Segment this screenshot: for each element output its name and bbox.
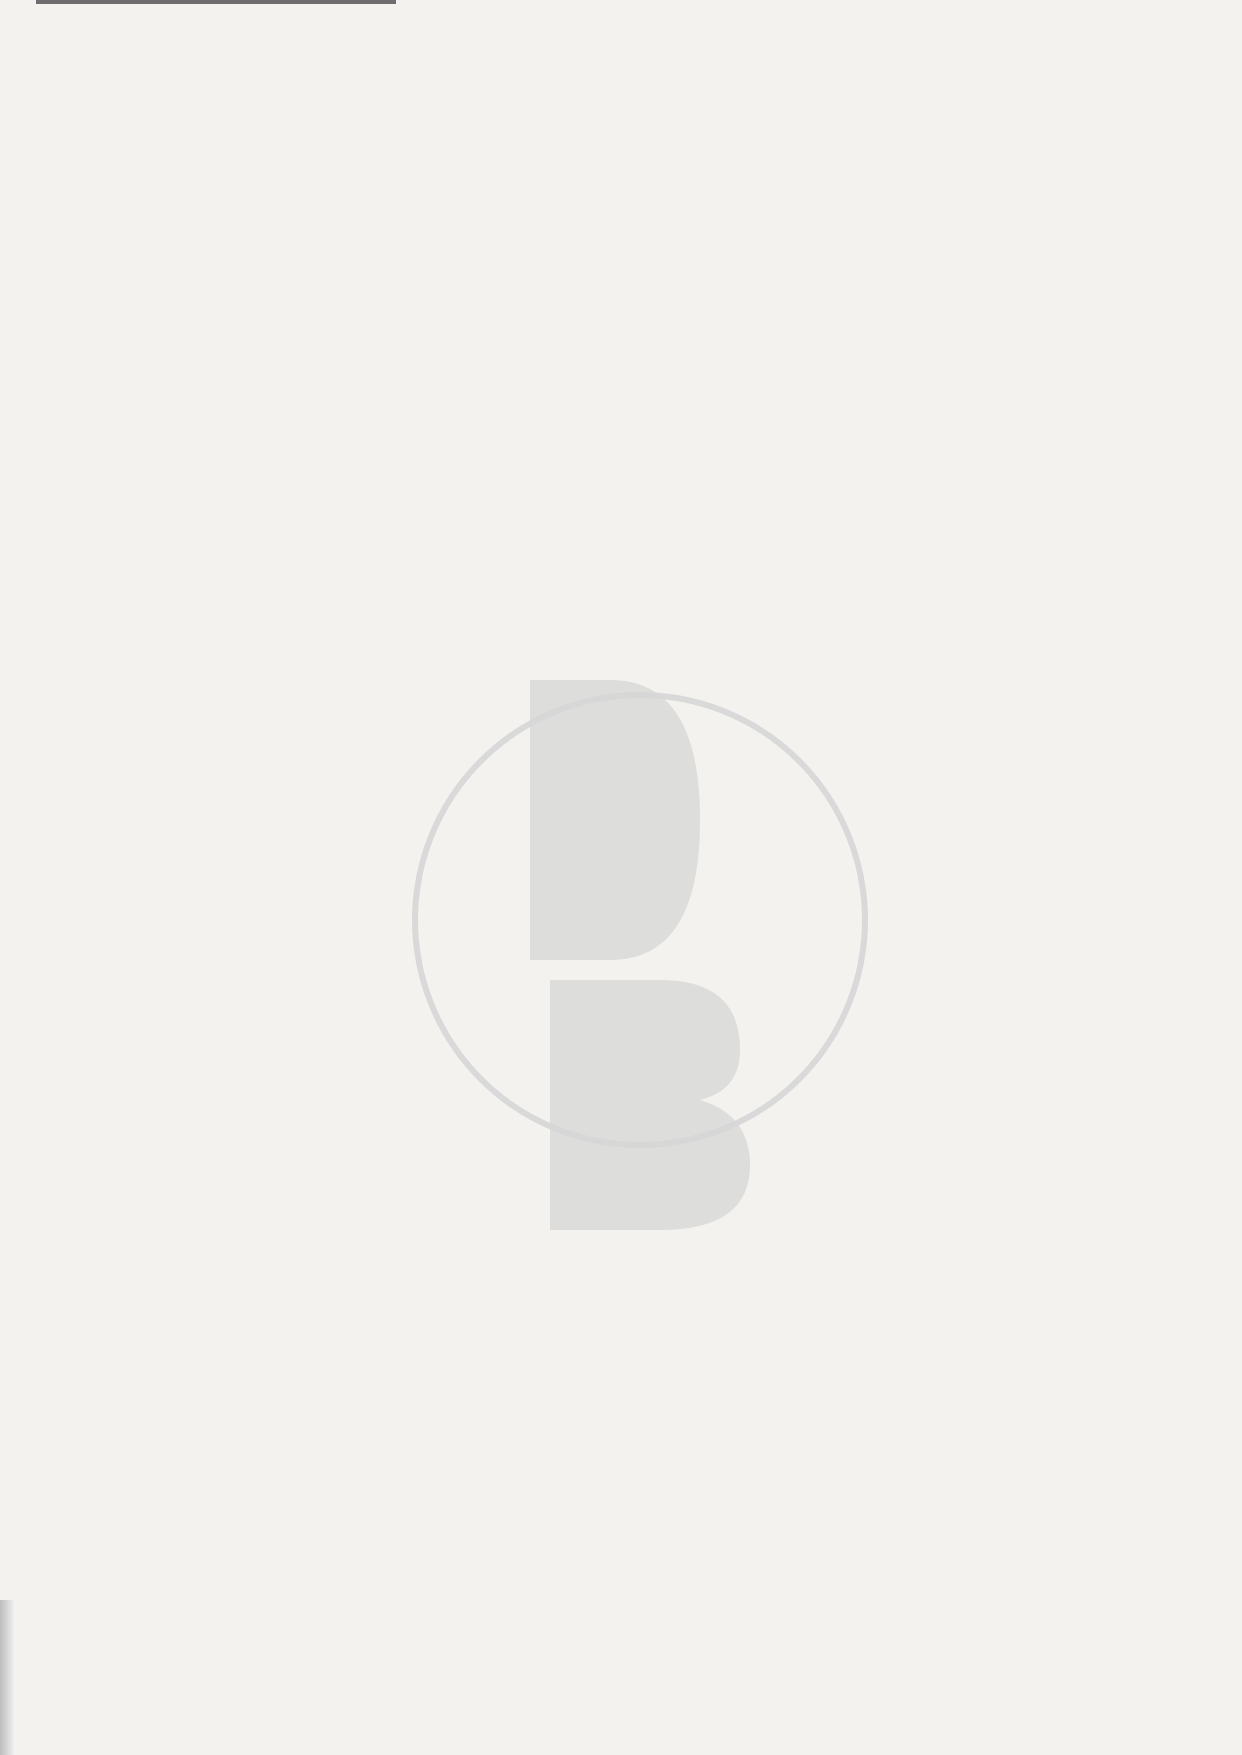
db-seal-watermark <box>400 620 880 1240</box>
paragraph-line <box>120 265 1132 298</box>
scan-edge-top <box>36 0 396 4</box>
section-6-2-heading <box>120 582 1132 615</box>
section-6-1-heading <box>120 516 1132 549</box>
paragraph-line <box>120 331 1132 364</box>
chapter-6-heading <box>120 473 1132 506</box>
document-body <box>120 199 1132 648</box>
note <box>120 549 1132 582</box>
scan-edge-left <box>0 1600 14 1755</box>
section-5-6-heading <box>120 199 1132 232</box>
section-5-7-heading <box>120 298 1132 331</box>
paragraph-line <box>120 615 1132 648</box>
paragraph-line <box>120 232 1132 265</box>
paragraph-line <box>120 430 1132 463</box>
paragraph-line <box>120 397 1132 430</box>
paragraph-line <box>120 364 1132 397</box>
